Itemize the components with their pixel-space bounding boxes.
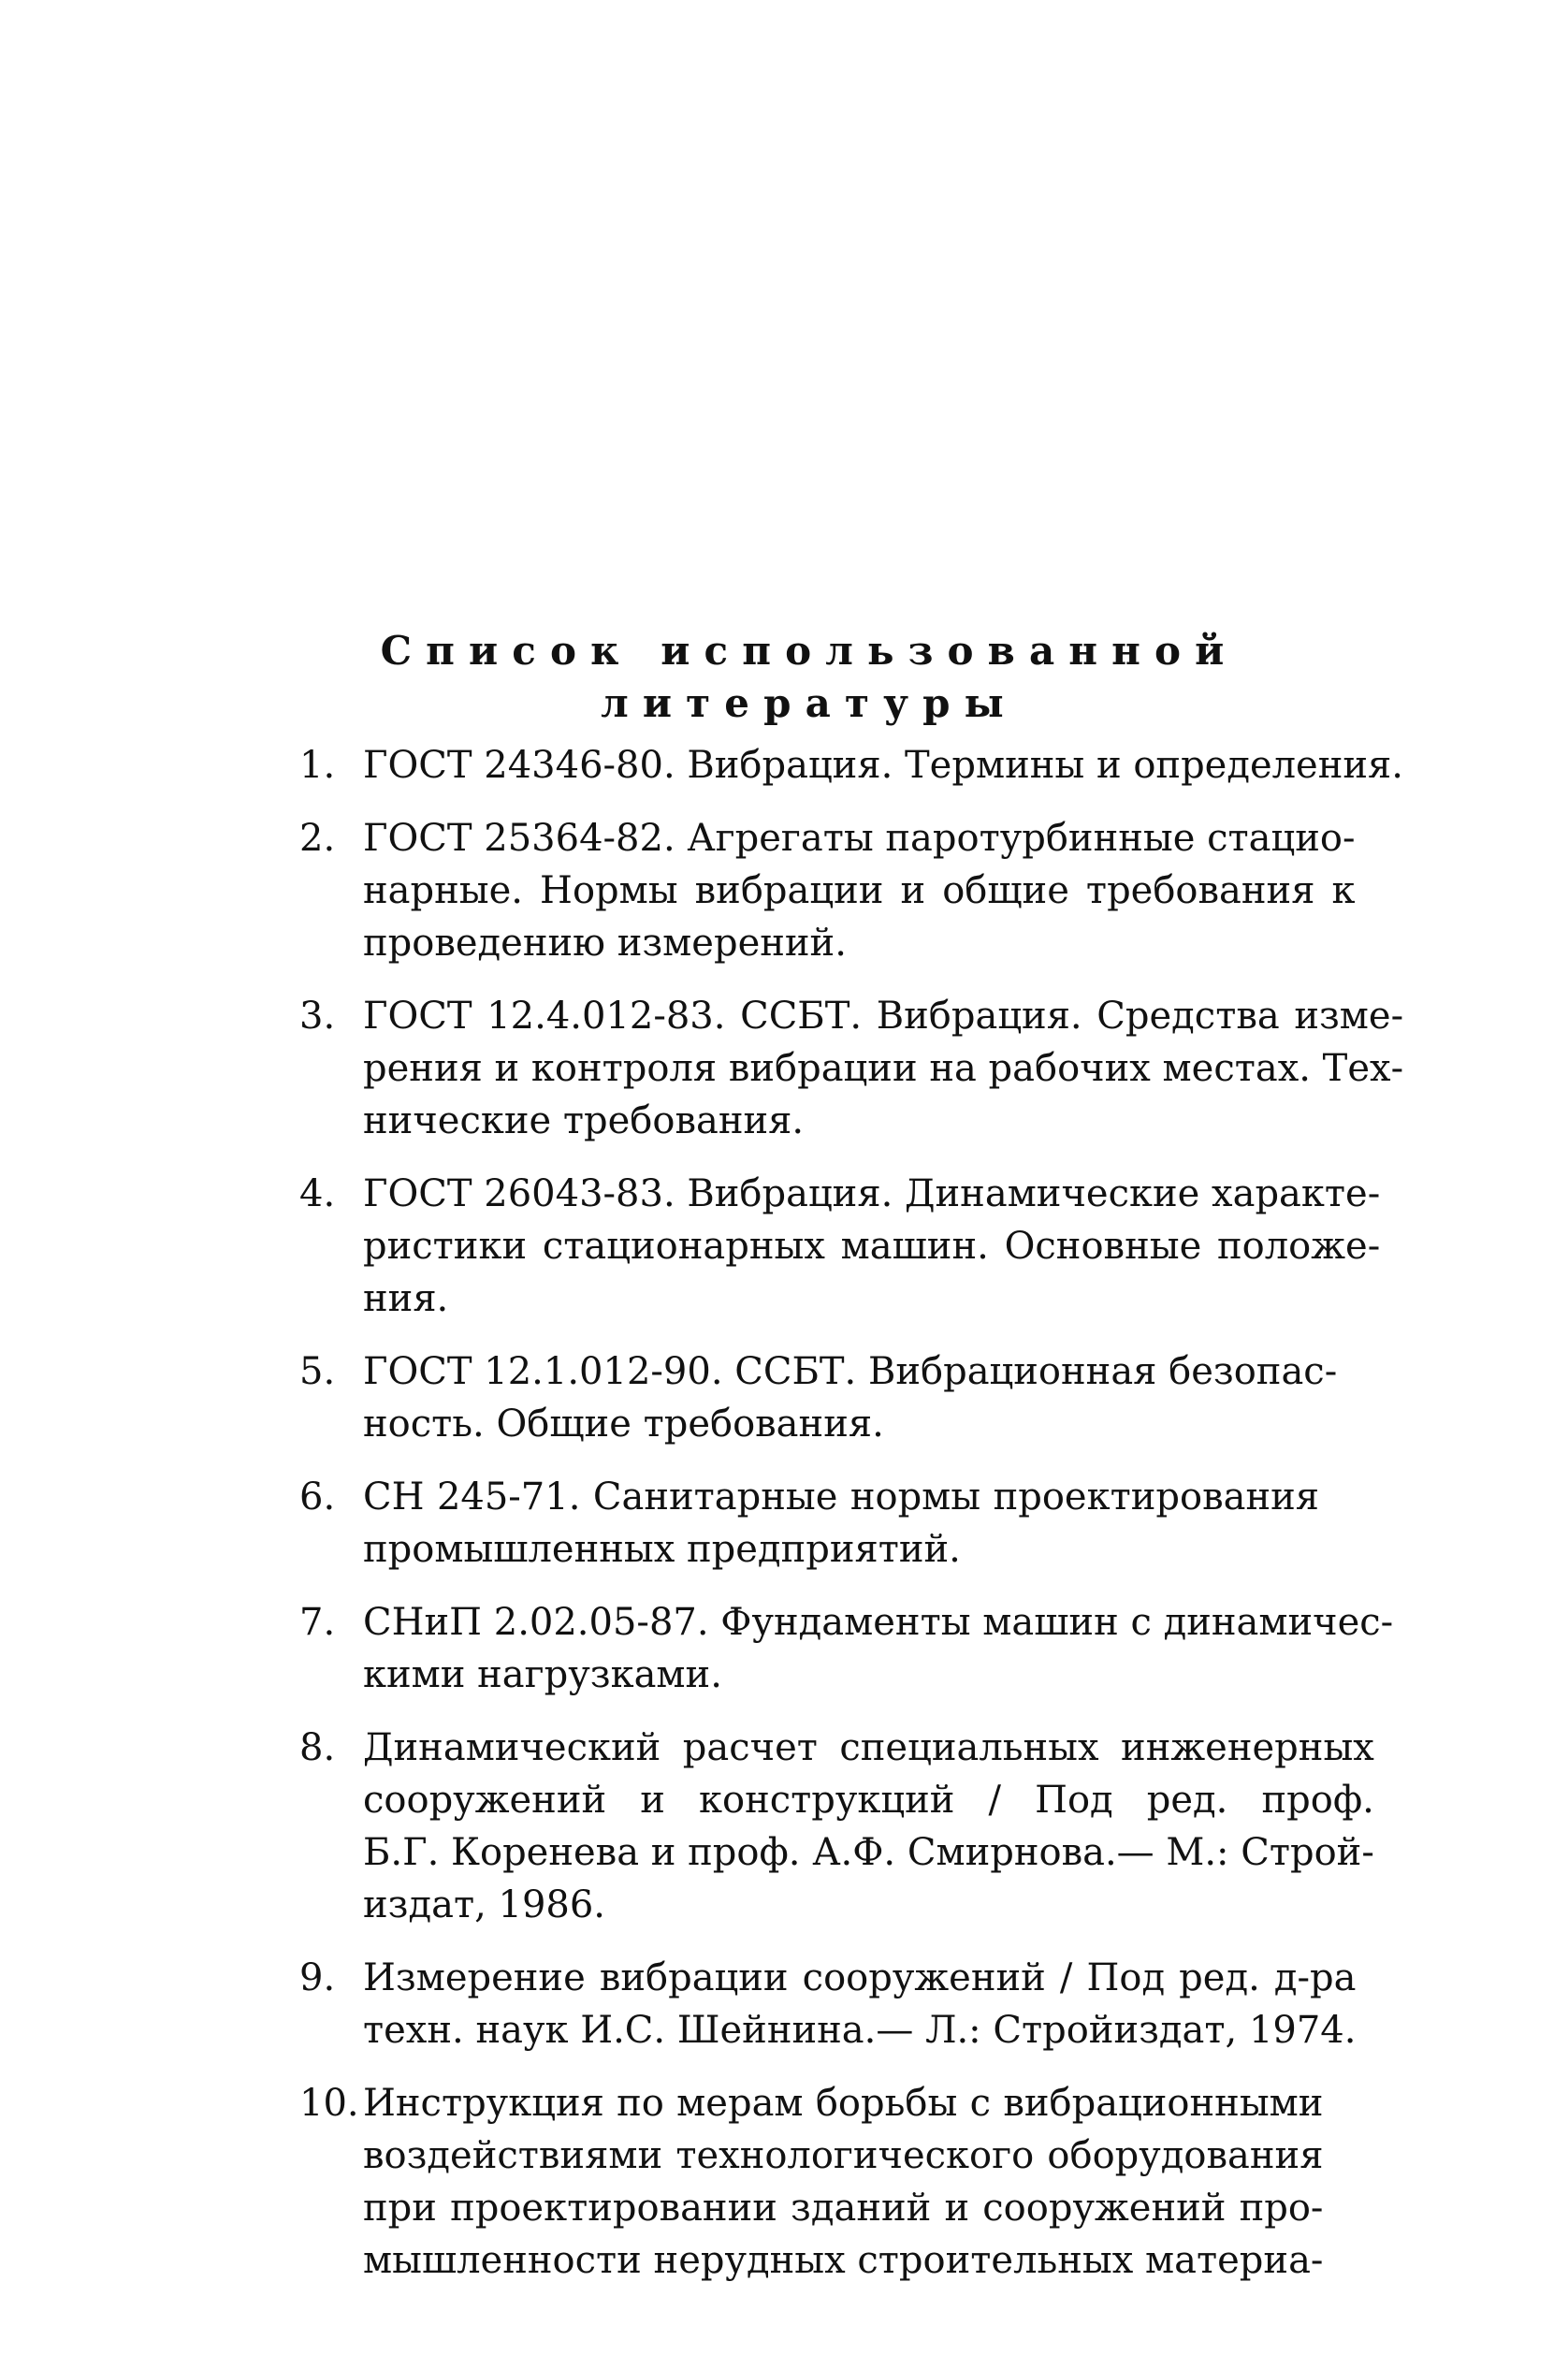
reference-list xyxy=(299,739,1404,2307)
heading-line-2: литературы xyxy=(601,680,1018,726)
reference-item-8 xyxy=(299,1722,1374,1931)
reference-line: издат, 1986. xyxy=(363,1883,606,1926)
reference-line: техн. наук И.С. Шейнина.— Л.: Стройиздат, 1974. xyxy=(363,2009,1357,2052)
reference-line: проведению измерений. xyxy=(363,922,847,965)
bibliography-heading xyxy=(299,625,1319,730)
reference-line: Динамический расчет специальных инженерных xyxy=(363,1726,1374,1769)
reference-item-1 xyxy=(299,739,1403,792)
reference-line: ГОСТ 25364-82. Агрегаты паротурбинные стацио- xyxy=(363,817,1356,860)
reference-text xyxy=(363,1168,1380,1325)
reference-item-6 xyxy=(299,1471,1319,1576)
reference-item-9 xyxy=(299,1952,1357,2057)
reference-number: 2. xyxy=(299,817,336,860)
reference-item-7 xyxy=(299,1596,1394,1701)
reference-line: ГОСТ 12.1.012-90. ССБТ. Вибрационная безопас- xyxy=(363,1350,1338,1393)
reference-text xyxy=(363,1345,1337,1450)
reference-number: 10. xyxy=(299,2082,359,2125)
reference-line: промышленных предприятий. xyxy=(363,1528,961,1571)
reference-number: 4. xyxy=(299,1172,336,1215)
reference-line: ГОСТ 24346-80. Вибрация. Термины и определения. xyxy=(363,744,1403,787)
reference-line: Б.Г. Коренева и проф. А.Ф. Смирнова.— М.: Строй- xyxy=(363,1831,1374,1874)
reference-text xyxy=(363,1952,1356,2057)
reference-number: 6. xyxy=(299,1475,336,1519)
reference-number: 9. xyxy=(299,1956,336,1999)
reference-text xyxy=(363,2077,1323,2287)
reference-text xyxy=(363,812,1356,969)
reference-item-4 xyxy=(299,1168,1381,1325)
reference-item-5 xyxy=(299,1345,1338,1450)
reference-line: кими нагрузками. xyxy=(363,1653,722,1696)
reference-line: нические требования. xyxy=(363,1099,805,1142)
reference-number: 8. xyxy=(299,1726,336,1769)
reference-line: Инструкция по мерам борьбы с вибрационными xyxy=(363,2082,1324,2125)
reference-item-10 xyxy=(299,2077,1324,2287)
reference-text xyxy=(363,1596,1393,1701)
reference-line: мышленности нерудных строительных материа- xyxy=(363,2239,1324,2282)
reference-line: рения и контроля вибрации на рабочих местах. Тех- xyxy=(363,1047,1404,1090)
reference-line: ния. xyxy=(363,1277,449,1320)
reference-line: при проектировании зданий и сооружений про- xyxy=(363,2187,1324,2230)
reference-text xyxy=(363,1471,1319,1576)
reference-line: СНиП 2.02.05-87. Фундаменты машин с динамичес- xyxy=(363,1601,1394,1644)
reference-line: ность. Общие требования. xyxy=(363,1403,884,1446)
reference-line: СН 245-71. Санитарные нормы проектирования xyxy=(363,1475,1319,1519)
reference-number: 7. xyxy=(299,1601,336,1644)
reference-text xyxy=(363,739,1403,792)
reference-item-2 xyxy=(299,812,1356,969)
reference-line: Измерение вибрации сооружений / Под ред. д-ра xyxy=(363,1956,1357,1999)
reference-line: ГОСТ 26043-83. Вибрация. Динамические характе- xyxy=(363,1172,1381,1215)
reference-line: сооружений и конструкций / Под ред. проф. xyxy=(363,1779,1374,1822)
reference-number: 1. xyxy=(299,744,336,787)
reference-line: ГОСТ 12.4.012-83. ССБТ. Вибрация. Средства изме- xyxy=(363,995,1404,1038)
reference-text xyxy=(363,990,1403,1147)
reference-number: 3. xyxy=(299,995,336,1038)
reference-text xyxy=(363,1722,1374,1931)
reference-number: 5. xyxy=(299,1350,336,1393)
reference-item-3 xyxy=(299,990,1404,1147)
reference-line: нарные. Нормы вибрации и общие требования к xyxy=(363,869,1356,912)
reference-line: воздействиями технологического оборудования xyxy=(363,2134,1324,2177)
heading-line-1: Список использованной xyxy=(380,628,1239,674)
reference-line: ристики стационарных машин. Основные положе- xyxy=(363,1225,1381,1268)
